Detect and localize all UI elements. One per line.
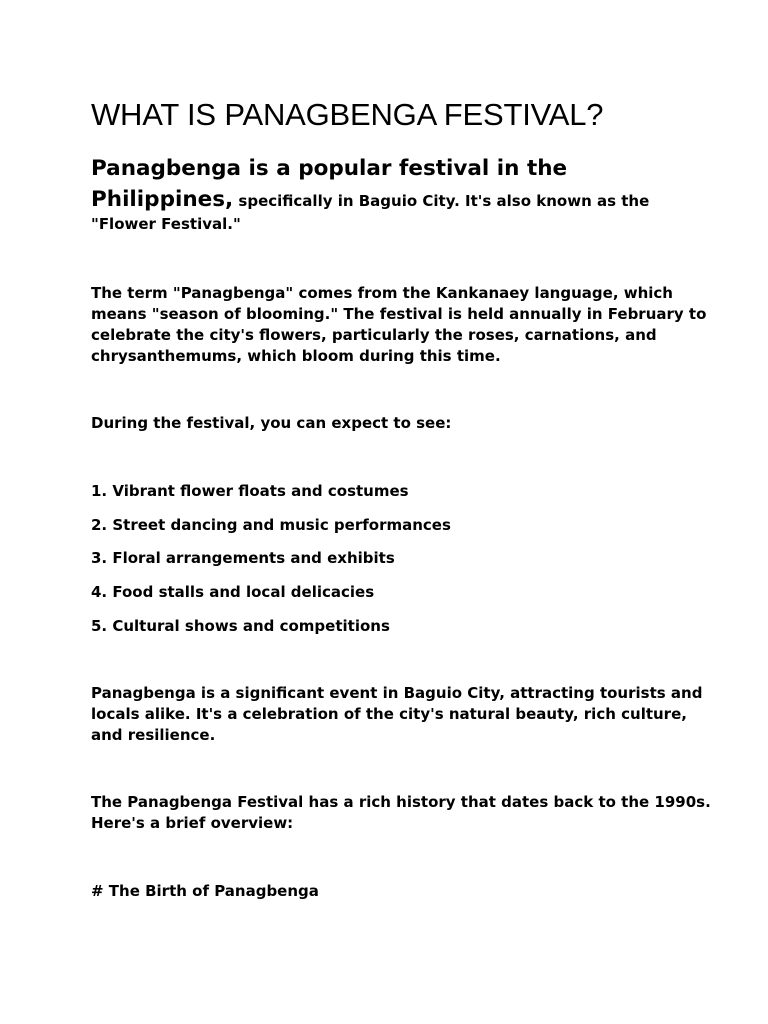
intro-lead: Panagbenga is a popular festival in the Philippines, [91, 156, 568, 212]
intro-tail: specifically in Baguio City. It's also known as the [238, 192, 650, 210]
history-paragraph: The Panagbenga Festival has a rich history that dates back to the 1990s. Here's a brief overview: [91, 793, 711, 832]
list-item: 3. Floral arrangements and exhibits [91, 549, 395, 567]
intro-tail-continued: "Flower Festival." [91, 215, 241, 233]
list-item: 4. Food stalls and local delicacies [91, 583, 375, 601]
etymology-paragraph: The term "Panagbenga" comes from the Kankanaey language, which means "season of blooming." The festival is held annually in February to celebrate the city's flowers, particularly the roses, carnations, and chrysanthemums, which bloom during this time. [91, 284, 707, 365]
significance-paragraph: Panagbenga is a significant event in Baguio City, attracting tourists and locals alike. It's a celebration of the city's natural beauty, rich culture, and resilience. [91, 684, 703, 744]
page-title: WHAT IS PANAGBENGA FESTIVAL? [91, 97, 604, 132]
expect-paragraph: During the festival, you can expect to see: [91, 414, 452, 432]
section-heading-birth: # The Birth of Panagbenga [91, 882, 319, 900]
list-item: 5. Cultural shows and competitions [91, 617, 390, 635]
list-item: 2. Street dancing and music performances [91, 516, 451, 534]
intro-paragraph [91, 154, 711, 234]
list-item: 1. Vibrant flower floats and costumes [91, 482, 409, 500]
